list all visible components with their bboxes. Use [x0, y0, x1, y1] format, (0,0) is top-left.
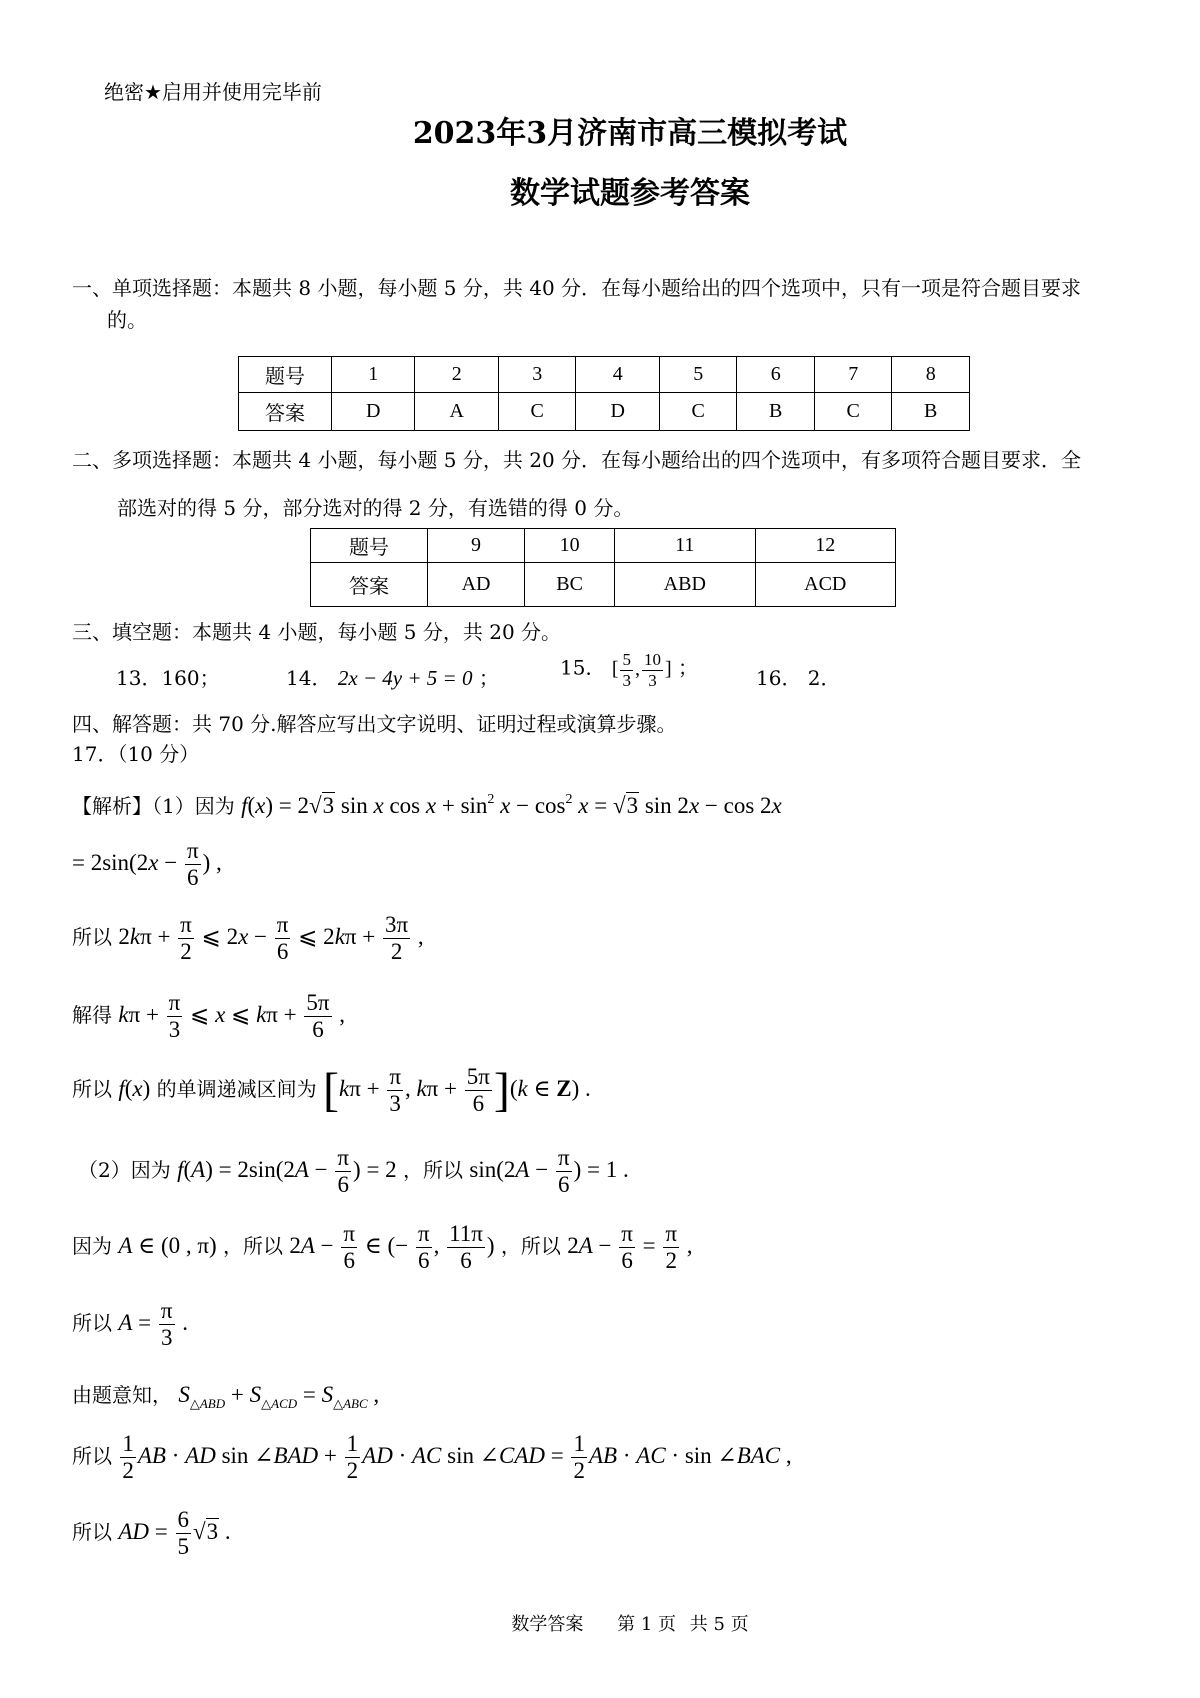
question-number-cell: 9	[428, 529, 525, 563]
solution-line-8: 所以 A = $\frac{\pi}{3}$ .	[72, 1298, 189, 1351]
solution-line-3: 所以 2kπ + $\frac{\pi}{2}$ ⩽ 2x − $\frac{\pi}{6}$ ⩽ 2kπ + $\frac{3\pi}{2}$ ,	[72, 912, 424, 965]
exam-subtitle: 数学试题参考答案	[510, 176, 750, 211]
solution-line-1: 【解析】（1）因为 f(x) = 2√3 sin x $\cos x + \sin^2 x - \cos^2 x = √3$ sin 2x − cos 2x	[72, 792, 782, 818]
question-number-cell: 11	[615, 529, 755, 563]
question-number-cell: 4	[576, 357, 659, 393]
footer-total: 共 5 页	[689, 1614, 749, 1635]
answer-cell: AD	[428, 563, 525, 607]
answer-14-end: ；	[478, 666, 499, 690]
solution-line-4: 解得 kπ + $\frac{\pi}{3}$ ⩽ x ⩽ kπ + $\frac{5\pi}{6}$ ,	[72, 990, 346, 1043]
question-number-cell: 5	[659, 357, 737, 393]
table-row	[311, 529, 896, 563]
answer-14	[286, 662, 499, 694]
section2-intro-cont: 部选对的得 5 分，部分选对的得 2 分，有选错的得 0 分。	[117, 496, 634, 520]
solution-line-11: 所以 AD = $\frac{6}{5}$ √3 .	[72, 1507, 231, 1560]
footer-subject: 数学答案	[511, 1614, 584, 1635]
answer-15-interval: [ $\frac{5}{3}$ , $\frac{10}{3}$ ]	[611, 650, 672, 690]
question-number-cell: 10	[525, 529, 615, 563]
section1-intro: 一、单项选择题：本题共 8 小题，每小题 5 分，共 40 分．在每小题给出的四个选项中，只有一项是符合题目要求	[72, 276, 1082, 300]
table-row	[311, 563, 896, 607]
page-footer	[0, 1610, 1200, 1636]
answer-13: 13．160；	[116, 666, 220, 690]
row-label: 答案	[311, 563, 428, 607]
solution-line-6: （2）因为 f(A) = 2sin(2A − $\frac{\pi}{6}$ ) = 2 ，所以 sin(2A − $\frac{\pi}{6}$ ) = 1 .	[78, 1145, 629, 1198]
question-number-cell: 1	[332, 357, 415, 393]
answer-cell: ACD	[755, 563, 895, 607]
single-choice-table	[238, 356, 970, 431]
exam-title: 2023年3月济南市高三模拟考试	[412, 116, 848, 151]
solution-line-2: = 2sin(2x − $\frac{\pi}{6}$ ) ,	[72, 838, 222, 891]
row-label: 题号	[311, 529, 428, 563]
answer-16: 16． 2．	[756, 666, 841, 690]
section2-intro: 二、多项选择题：本题共 4 小题，每小题 5 分，共 20 分．在每小题给出的四个选项中，有多项符合题目要求．全	[72, 448, 1082, 472]
solution-line-7: 因为 A ∈ (0 , π) ，所以 2A − $\frac{\pi}{6}$ ∈ (− $\frac{\pi}{6}$ , $\frac{11\pi}{6}$ ) ，所以 2A − $\frac{\pi}{6}$ = $\frac{\pi}{2}$ ,	[72, 1221, 693, 1274]
section3-intro: 三、填空题：本题共 4 小题，每小题 5 分，共 20 分。	[72, 620, 562, 644]
row-label: 题号	[239, 357, 332, 393]
table-row	[239, 393, 970, 431]
answer-cell: ABD	[615, 563, 755, 607]
answer-cell: A	[415, 393, 498, 431]
question-17-header: 17．（10 分）	[72, 742, 200, 766]
solution-line-9: 由题意知， $S_{\triangle ABD} + S_{\triangle ACD} = S_{\triangle ABC}$ ,	[72, 1382, 380, 1411]
answer-15-label: 15．	[560, 655, 606, 680]
table-row	[239, 357, 970, 393]
answer-14-label: 14．	[286, 666, 332, 690]
section1-intro-cont: 的。	[107, 308, 147, 332]
question-number-cell: 8	[892, 357, 970, 393]
question-number-cell: 3	[498, 357, 576, 393]
row-label: 答案	[239, 393, 332, 431]
solution-line-10: 所以 $\frac{1}{2}$ AB · AD sin ∠BAD + $\frac{1}{2}$ AD · AC sin ∠CAD = $\frac{1}{2}$ AB · AC · sin ∠BAC ,	[72, 1431, 792, 1484]
answer-cell: C	[498, 393, 576, 431]
section4-intro: 四、解答题：共 70 分.解答应写出文字说明、证明过程或演算步骤。	[72, 712, 677, 736]
footer-page: 第 1 页	[617, 1614, 676, 1635]
confidential-label: 绝密★启用并使用完毕前	[104, 80, 322, 104]
question-number-cell: 7	[814, 357, 892, 393]
multi-choice-table	[310, 528, 896, 607]
answer-cell: C	[659, 393, 737, 431]
solution-line-5: 所以 f(x) 的单调递减区间为 [kπ + $\frac{\pi}{3}$ , kπ + $\frac{5\pi}{6}$ ](k ∈ Z) .	[72, 1063, 591, 1117]
answer-cell: C	[814, 393, 892, 431]
answer-15	[560, 650, 698, 690]
answer-cell: D	[576, 393, 659, 431]
answer-15-end: ；	[678, 655, 699, 680]
answer-cell: B	[737, 393, 815, 431]
answer-cell: BC	[525, 563, 615, 607]
answer-cell: B	[892, 393, 970, 431]
answer-cell: D	[332, 393, 415, 431]
question-number-cell: 12	[755, 529, 895, 563]
question-number-cell: 6	[737, 357, 815, 393]
question-number-cell: 2	[415, 357, 498, 393]
answer-14-value: 2x − 4y + 5 = 0	[337, 666, 473, 690]
